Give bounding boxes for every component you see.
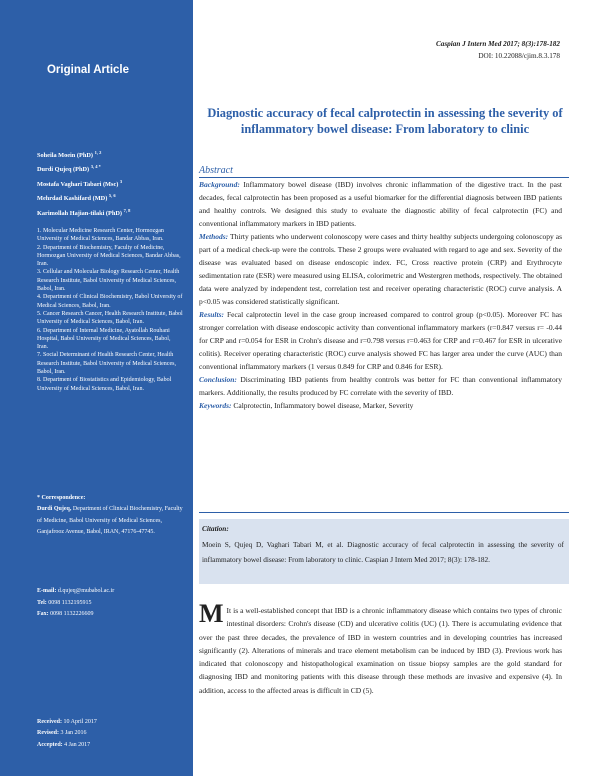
tel-value: 0098 1132195915 (48, 599, 92, 606)
author: Mostafa Vaghari Tabari (Msc) $^3$ (37, 178, 123, 188)
citation-text: Moein S, Qujeq D, Vaghari Tabari M, et al. Diagnostic accuracy of fecal calprotectin in assessing the severity of inflammatory bowel disease: From laboratory to clinic. Caspian J Intern Med 2017; 8(3): 178-182. (202, 540, 564, 564)
affiliation: 6. Department of Internal Medicine, Ayatollah Rouhani Hospital, Babol University of Medical Sciences, Babol, Iran. (37, 327, 171, 351)
received-date: 10 April 2017 (63, 719, 97, 725)
contact-info: E-mail: d.qujeq@mubabol.ac.ir Tel: 0098 1132195915 Fax: 0098 1132226609 (37, 588, 115, 617)
author: Durdi Qujeq (PhD) $^{3, 4 *}$ (37, 164, 101, 174)
body-text (199, 599, 562, 697)
affiliation: 4. Department of Clinical Biochemistry, Babol University of Medical Sciences, Babol, Iran. (37, 294, 183, 309)
citation-box (199, 519, 569, 584)
abstract-keywords: Keywords: Calprotectin, Inflammatory bowel disease, Marker, Severity (199, 401, 414, 410)
abstract-methods: Methods: Thirty patients who underwent colonoscopy were cases and thirty healthy subjects undergoing colonoscopy as part of a medical check-up were the controls. These 2 groups were evaluated with regard to age and sex. Severity of the disease was evaluated based on disease endoscopic index. FC, Cross reactive protein (CRP) and Erythrocyte sedimentation rate (ESR) were measured using ELISA, colorimetric and Westergren methods, respectively. The obtained data were analyzed by independent test, correlation test and receiver operating characteristic (ROC) curve analysis. A p<0.05 was considered statistically significant. (199, 232, 563, 306)
affiliations (37, 227, 183, 393)
abstract-heading: Abstract (199, 165, 233, 176)
journal-header (436, 38, 560, 62)
abstract-results: Results: Fecal calprotectin level in the case group increased compared to control group (p<0.05). Moreover FC has stronger correlation with disease endoscopic activity than conventional inflammatory markers (r=0.847 versus r= -0.44 for CRP and r=0.054 for ESR in Crohn's disease and r=0.798 versus r=0.463 for CRP and r=0.467 for ESR in ulcerative colitis). Receiver operating characteristic (ROC) curve analysis showed FC has larger area under the curve (AUC) than conventional inflammatory markers (1 versus 0.849 for CRP and 0.846 for ESR). (199, 310, 562, 371)
drop-cap: M (199, 599, 224, 628)
article-title: Diagnostic accuracy of fecal calprotectin in assessing the severity of inflammatory bowel disease: From laboratory to clinic (207, 106, 563, 136)
author: Soheila Moein (PhD) $^{1, 2}$ (37, 150, 102, 160)
abstract-conclusion: Conclusion: Discriminating IBD patients from healthy controls was better for FC than conventional inflammatory markers. Additionally, the results produced by FC correlate with the severity of IBD. (199, 375, 562, 397)
affiliation: 1. Molecular Medicine Research Center, Hormozgan University of Medical Sciences, Bandar Abbas, Iran. (37, 228, 164, 243)
correspondence (37, 493, 187, 538)
abstract (199, 178, 562, 412)
author: Karimollah Hajian-tilaki (PhD) $^{7, 8}$ (37, 207, 131, 217)
journal-reference: Caspian J Intern Med 2017; 8(3):178-182 (436, 40, 560, 48)
sidebar (0, 0, 193, 776)
intro-paragraph: It is a well-established concept that IBD is a chronic inflammatory disease which contains two types of chronic intestinal disorders: Crohn's disease (CD) and ulcerative colitis (UC) (1). There is accumulating evidence that over the past three decades, the prevalence of IBD in western countries and in developing countries has increased significantly (2). Alterations of minerals and trace element metabolism can be induced by IBD (3). Previous work has indicated that colonoscopy and histopathological examination on tissue biopsy samples are the gold standard for diagnosing IBD and monitoring patients with this disease through these methods are invasive and expensive (4). In addition, access to the affected areas is difficult in CD (5). (199, 606, 562, 695)
revised-date: 3 Jan 2016 (60, 730, 87, 737)
article-type: Original Article (46, 64, 129, 76)
author: Mehrdad Kashifard (MD) $^{5, 6}$ (37, 193, 116, 203)
correspondence-name: Durdi Qujeq, (37, 506, 72, 513)
divider (199, 512, 569, 513)
affiliation: 2. Department of Biochemistry, Faculty of Medicine, Hormozgan University of Medical Sciences, Bandar Abbas, Iran. (37, 244, 181, 268)
doi-link[interactable]: DOI: 10.22088/cjim.8.3.178 (478, 52, 560, 60)
affiliation: 5. Cancer Research Cancer, Health Research Institute, Babol University of Medical Sciences, Babol, Iran. (37, 310, 183, 326)
email-link[interactable]: d.qujeq@mubabol.ac.ir (57, 588, 115, 594)
accepted-date: 4 Jan 2017 (64, 741, 91, 748)
affiliation: 8. Department of Biostatistics and Epidemiology, Babol University of Medical Sciences, Babol, Iran. (37, 377, 172, 392)
abstract-background: Background: Inflammatory bowel disease (IBD) involves chronic inflammation of the digestive tract. In the past decades, fecal calprotectin has been proposed as a useful biomarker for the differential diagnosis between IBD patients and healthy controls. We designed this study to evaluate the diagnostic ability of fecal calprotectin (FC) and conventional inflammatory markers in IBD patients. (199, 180, 563, 228)
correspondence-address: Department of Clinical Biochemistry, Faculty of Medicine, Babol University of Medical Sciences, Ganjafrooz Avenue, Babol, IRAN, 47176-47745. (37, 506, 183, 535)
citation-heading: Citation: (202, 524, 229, 533)
affiliation: 3. Cellular and Molecular Biology Research Center, Health Research Institute, Babol University of Medical Sciences, Babol, Iran. (37, 269, 180, 293)
article-dates: Received: 10 April 2017 Revised: 3 Jan 2016 Accepted: 4 Jan 2017 (37, 719, 97, 748)
affiliation: 7. Social Determinant of Health Research Center, Health Research Institute, Babol University of Medical Sciences, Babol, Iran. (37, 352, 176, 376)
author-list (37, 147, 130, 219)
correspondence-heading: * Correspondence: (37, 495, 86, 501)
fax-value: 0098 1132226609 (50, 611, 94, 617)
